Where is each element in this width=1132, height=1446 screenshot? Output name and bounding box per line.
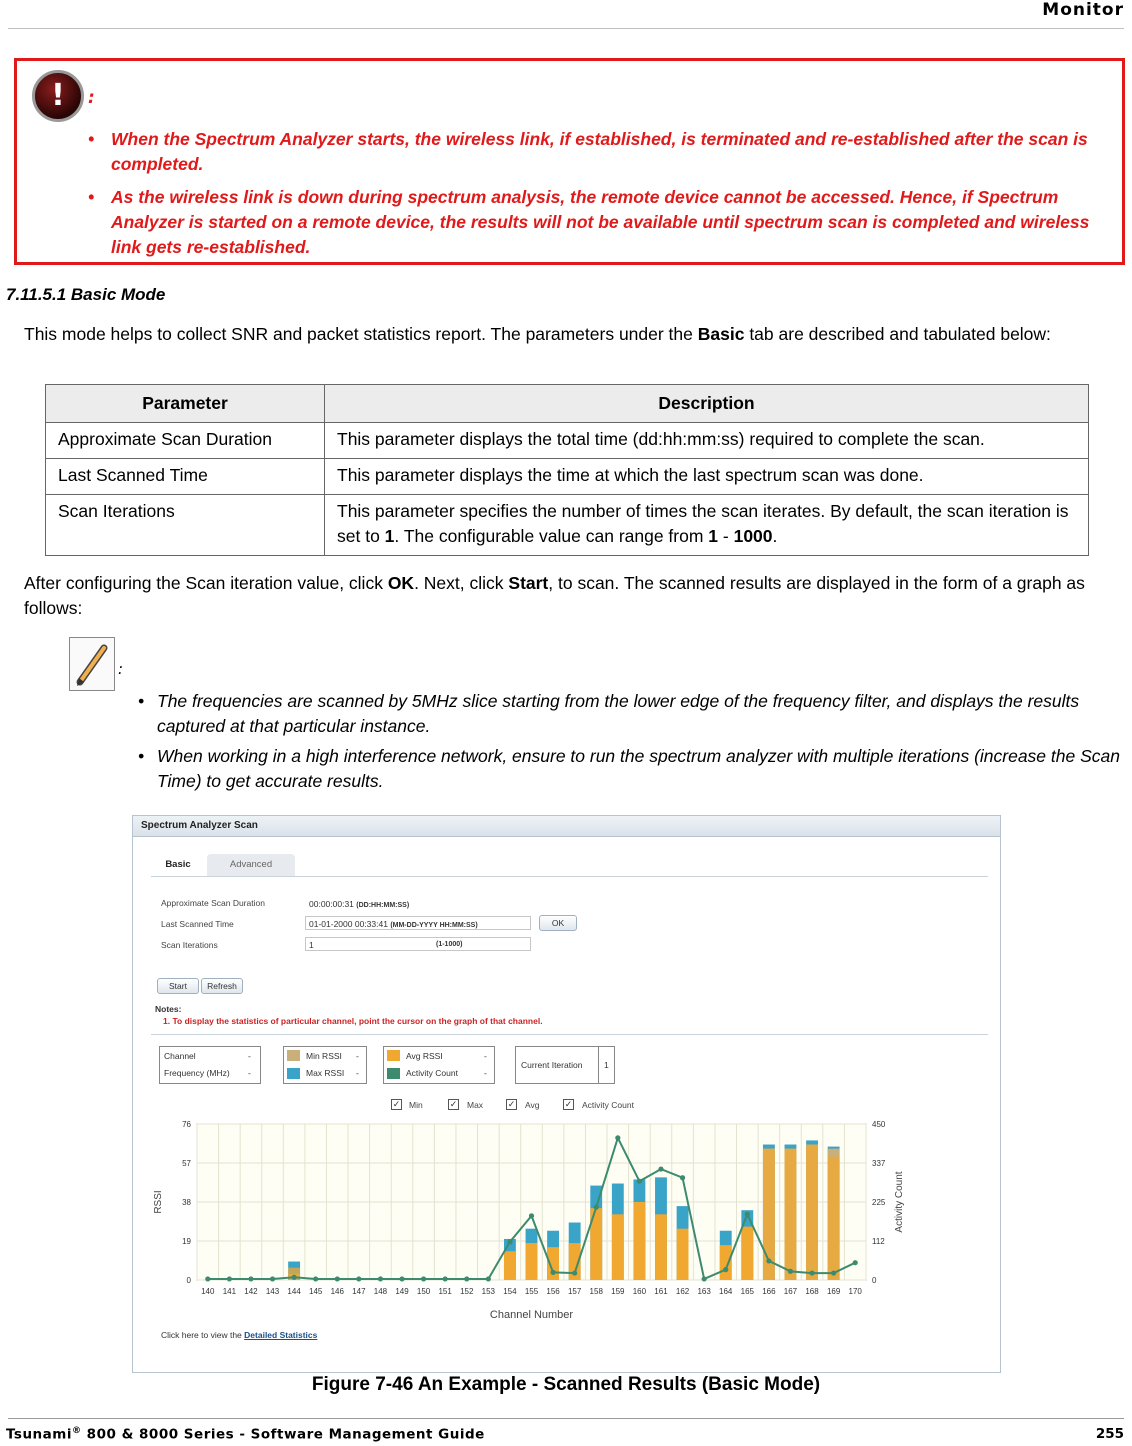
x-tick-label: 147	[352, 1287, 366, 1296]
activity-count-checkbox[interactable]: ✓	[564, 1099, 573, 1109]
activity-point	[658, 1166, 663, 1171]
detailed-statistics-line: Click here to view the Detailed Statistics	[161, 1330, 318, 1340]
x-axis-label: Channel Number	[489, 1309, 574, 1321]
bar-avg-rssi	[785, 1149, 797, 1280]
bar-avg-rssi	[526, 1243, 538, 1280]
y2-tick-label: 337	[872, 1159, 886, 1169]
y-tick-label: 0	[186, 1276, 191, 1285]
refresh-button[interactable]: Refresh	[201, 978, 243, 994]
x-tick-label: 165	[740, 1287, 754, 1296]
note-item: • The frequencies are scanned by 5MHz slice starting from the lower edge of the frequency filter, and displays the results captured at that particular instance.	[138, 691, 1080, 736]
panel-title: Spectrum Analyzer Scan	[133, 816, 1000, 837]
activity-count-value: -	[484, 1068, 487, 1078]
desc-cell: This parameter displays the total time (dd:hh:mm:ss) required to complete the scan.	[325, 423, 1089, 459]
activity-count-label: Activity Count	[406, 1068, 458, 1078]
parameter-table	[45, 384, 1089, 556]
activity-point	[853, 1260, 858, 1265]
x-tick-label: 157	[567, 1287, 582, 1296]
min-rssi-value: -	[356, 1051, 359, 1061]
footer-title: Tsunami® 800 & 8000 Series - Software Management Guide	[6, 1426, 485, 1443]
note-colon: :	[118, 660, 124, 678]
bar-avg-rssi	[504, 1251, 516, 1280]
activity-point	[378, 1276, 383, 1281]
avg-rssi-value: -	[484, 1051, 487, 1061]
detailed-statistics-link[interactable]: Detailed Statistics	[244, 1330, 318, 1340]
bar-avg-rssi	[828, 1157, 840, 1280]
channel-value: -	[248, 1051, 251, 1061]
page-header-title: Monitor	[1042, 0, 1124, 20]
x-tick-label: 152	[460, 1287, 474, 1296]
x-tick-label: 150	[416, 1287, 431, 1296]
param-cell: Approximate Scan Duration	[46, 423, 325, 459]
y2-tick-label: 450	[872, 1120, 886, 1129]
warning-item: • As the wireless link is down during spectrum analysis, the remote device cannot be accessed. Hence, if Spectrum Analyzer is started on a remote device, the results will not be available until spectrum scan is completed and wireless link gets re-established.	[88, 187, 1090, 257]
note-item: • When working in a high interference network, ensure to run the spectrum analyzer with multiple iterations (increase the Scan Time) to get accurate results.	[138, 746, 1120, 791]
notes-divider	[151, 1034, 988, 1035]
channel-label: Channel	[164, 1051, 196, 1061]
x-tick-label: 154	[503, 1287, 517, 1296]
activity-point	[399, 1276, 404, 1281]
activity-point	[270, 1276, 275, 1281]
bar-avg-rssi	[612, 1214, 624, 1280]
activity-point	[205, 1276, 210, 1281]
figure-caption: Figure 7-46 An Example - Scanned Results (Basic Mode)	[311, 1374, 821, 1395]
desc-cell: This parameter specifies the number of times the scan iterates. By default, the scan iteration is set to 1. The configurable value can range from 1 - 1000.	[325, 495, 1089, 556]
x-tick-label: 149	[395, 1287, 409, 1296]
footer-divider	[8, 1418, 1124, 1419]
header-divider	[8, 28, 1124, 29]
x-tick-label: 158	[589, 1287, 603, 1296]
activity-point	[745, 1212, 750, 1217]
x-tick-label: 167	[783, 1287, 798, 1296]
tab-advanced[interactable]: Advanced	[207, 854, 295, 876]
activity-point	[766, 1258, 771, 1263]
avg-rssi-swatch	[387, 1050, 400, 1061]
avg-activity-info-box	[383, 1046, 495, 1084]
column-header: Parameter	[46, 385, 325, 423]
activity-count-swatch	[387, 1068, 400, 1079]
table-row	[46, 459, 1089, 495]
scan-iterations-input[interactable]: 1 (1-1000)	[305, 937, 531, 951]
warning-icon: !	[32, 70, 84, 122]
section-heading: 7.11.5.1 Basic Mode	[6, 285, 166, 304]
activity-point	[702, 1276, 707, 1281]
activity-point	[594, 1205, 599, 1210]
scan-duration-value: 00:00:00:31 (DD:HH:MM:SS)	[305, 896, 445, 910]
x-tick-label: 140	[201, 1287, 215, 1296]
bar-avg-rssi	[806, 1145, 818, 1280]
min-checkbox-label: Min	[409, 1100, 423, 1110]
bar-avg-rssi	[633, 1202, 645, 1280]
x-tick-label: 143	[265, 1287, 280, 1296]
x-tick-label: 155	[524, 1287, 539, 1296]
last-scanned-time-value: 01-01-2000 00:33:41 (MM-DD-YYYY HH:MM:SS)	[305, 916, 531, 930]
activity-point	[313, 1276, 318, 1281]
x-tick-label: 145	[309, 1287, 323, 1296]
avg-rssi-label: Avg RSSI	[406, 1051, 443, 1061]
after-config-paragraph: After configuring the Scan iteration value, click OK. Next, click Start, to scan. The scanned results are displayed in the form of a graph as follows:	[24, 573, 1085, 618]
y-tick-label: 57	[182, 1159, 191, 1168]
activity-point	[486, 1276, 491, 1281]
y-tick-label: 38	[182, 1198, 191, 1207]
x-tick-label: 162	[675, 1287, 690, 1296]
x-tick-label: 163	[697, 1287, 711, 1296]
min-rssi-label: Min RSSI	[306, 1051, 342, 1061]
activity-point	[680, 1175, 685, 1180]
warning-colon: :	[88, 88, 95, 108]
x-tick-label: 160	[632, 1287, 647, 1296]
activity-point	[615, 1135, 620, 1140]
frequency-label: Frequency (MHz)	[164, 1068, 230, 1078]
activity-point	[572, 1270, 577, 1275]
max-checkbox-label: Max	[467, 1100, 484, 1110]
x-tick-label: 156	[546, 1287, 560, 1296]
activity-point	[356, 1276, 361, 1281]
current-iteration-label: Current Iteration	[521, 1060, 583, 1070]
y2-axis-label: Activity Count	[894, 1171, 905, 1233]
x-tick-label: 166	[762, 1287, 776, 1296]
minmax-info-box	[283, 1046, 367, 1084]
min-checkbox[interactable]: ✓	[392, 1099, 401, 1109]
x-tick-label: 151	[438, 1287, 452, 1296]
field-label: Last Scanned Time	[161, 919, 234, 929]
activity-point	[443, 1276, 448, 1281]
activity-point	[464, 1276, 469, 1281]
max-rssi-label: Max RSSI	[306, 1068, 345, 1078]
bar-avg-rssi	[720, 1245, 732, 1280]
activity-point	[550, 1270, 555, 1275]
activity-point	[831, 1270, 836, 1275]
rssi-chart[interactable]	[133, 1116, 1000, 1336]
x-tick-label: 148	[373, 1287, 388, 1296]
spectrum-analyzer-screenshot	[132, 815, 1001, 1373]
note-pencil-icon	[69, 637, 115, 691]
activity-count-checkbox-label: Activity Count	[582, 1100, 634, 1110]
x-tick-label: 159	[611, 1287, 625, 1296]
current-iteration-box	[515, 1046, 615, 1084]
channel-info-box	[159, 1046, 261, 1084]
y2-tick-label: 112	[872, 1237, 885, 1247]
x-tick-label: 153	[481, 1287, 496, 1296]
field-label: Approximate Scan Duration	[161, 898, 265, 908]
x-tick-label: 170	[848, 1287, 862, 1296]
max-checkbox[interactable]: ✓	[449, 1099, 458, 1109]
ok-button[interactable]: OK	[539, 915, 577, 931]
bar-avg-rssi	[655, 1214, 667, 1280]
activity-point	[809, 1270, 814, 1275]
activity-point	[248, 1276, 253, 1281]
max-rssi-value: -	[356, 1068, 359, 1078]
min-rssi-swatch	[287, 1050, 300, 1061]
bar-avg-rssi	[741, 1227, 753, 1280]
x-tick-label: 164	[719, 1287, 733, 1296]
tab-divider	[151, 876, 988, 877]
avg-checkbox-label: Avg	[525, 1100, 540, 1110]
y2-tick-label: 225	[872, 1198, 886, 1207]
x-tick-label: 144	[287, 1287, 301, 1296]
field-label: Scan Iterations	[161, 940, 218, 950]
notes-title: Notes:	[155, 1004, 182, 1014]
section-intro: This mode helps to collect SNR and packet statistics report. The parameters under the Basic tab are described and tabulated below:	[24, 324, 1051, 344]
activity-point	[421, 1276, 426, 1281]
warning-item: • When the Spectrum Analyzer starts, the wireless link, if established, is terminated and re-established after the scan is completed.	[88, 129, 1088, 174]
x-tick-label: 141	[222, 1287, 237, 1296]
x-tick-label: 168	[805, 1287, 819, 1296]
x-tick-label: 169	[826, 1287, 841, 1296]
activity-point	[788, 1269, 793, 1274]
param-cell: Last Scanned Time	[46, 459, 325, 495]
table-row	[46, 423, 1089, 459]
x-tick-label: 161	[654, 1287, 668, 1296]
activity-point	[292, 1275, 297, 1280]
notes-item: 1. To display the statistics of particular channel, point the cursor on the graph of that channel.	[163, 1016, 543, 1026]
activity-point	[723, 1267, 728, 1272]
activity-point	[335, 1276, 340, 1281]
avg-checkbox[interactable]: ✓	[507, 1099, 516, 1109]
param-cell: Scan Iterations	[46, 495, 325, 556]
activity-point	[507, 1239, 512, 1244]
bar-avg-rssi	[677, 1229, 689, 1280]
y-tick-label: 76	[182, 1120, 191, 1129]
activity-point	[227, 1276, 232, 1281]
x-tick-label: 146	[330, 1287, 344, 1296]
iteration-divider	[598, 1047, 599, 1083]
y-tick-label: 19	[182, 1237, 191, 1246]
y-axis-label: RSSI	[153, 1190, 164, 1214]
y2-tick-label: 0	[872, 1276, 877, 1285]
activity-point	[637, 1179, 642, 1184]
max-rssi-swatch	[287, 1068, 300, 1079]
current-iteration-value: 1	[604, 1060, 609, 1070]
page-number: 255	[1095, 1426, 1124, 1442]
activity-point	[529, 1213, 534, 1218]
table-row	[46, 495, 1089, 556]
x-tick-label: 142	[244, 1287, 258, 1296]
tab-basic[interactable]: Basic	[165, 859, 191, 870]
start-button[interactable]: Start	[157, 978, 199, 994]
desc-cell: This parameter displays the time at which the last spectrum scan was done.	[325, 459, 1089, 495]
column-header: Description	[325, 385, 1089, 423]
frequency-value: -	[248, 1068, 251, 1078]
